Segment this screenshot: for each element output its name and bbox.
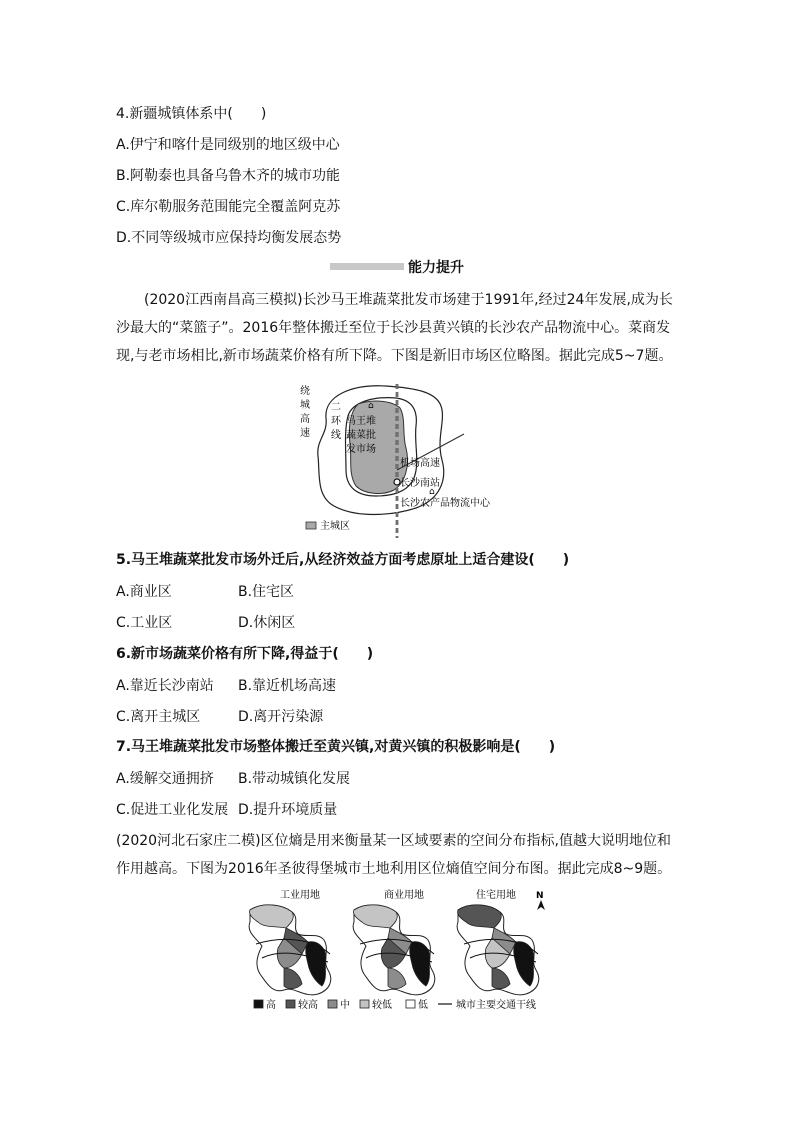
q7-option-a: A.缓解交通拥挤 — [116, 771, 214, 787]
legend-label-low-mid: 较低 — [372, 1000, 392, 1011]
legend-label-low: 低 — [418, 1000, 428, 1011]
label-market-3: 发市场 — [346, 444, 376, 455]
label-airport-highway: 机场高速 — [400, 458, 440, 469]
legend-label-mid-high: 较高 — [298, 1000, 318, 1011]
legend-swatch-mid-high — [286, 1000, 295, 1008]
q5-option-c: C.工业区 — [116, 615, 173, 631]
map-panel-industrial — [249, 905, 331, 995]
q5-option-a: A.商业区 — [116, 584, 172, 600]
legend-swatch-mid — [328, 1000, 337, 1008]
q4-option-a: A.伊宁和喀什是同级别的地区级中心 — [116, 137, 340, 153]
legend-main-city-swatch — [306, 522, 316, 529]
label-ring-highway-3: 高 — [300, 414, 310, 425]
label-ring-highway-2: 城 — [300, 400, 310, 411]
q5-stem: 5.马王堆蔬菜批发市场外迁后,从经济效益方面考虑原址上适合建设( ) — [116, 552, 570, 568]
q6-option-c: C.离开主城区 — [116, 709, 201, 725]
label-logistics-center: 长沙农产品物流中心 — [400, 498, 490, 509]
logistics-center-icon: ⌂ — [429, 487, 435, 497]
legend-swatch-low — [406, 1000, 415, 1008]
label-ring-highway-4: 速 — [300, 428, 310, 439]
market-icon: ⌂ — [368, 401, 374, 411]
label-market-2: 蔬菜批 — [346, 430, 376, 441]
section-bar — [330, 263, 404, 270]
q7-option-b: B.带动城镇化发展 — [238, 771, 351, 787]
q7-stem: 7.马王堆蔬菜批发市场整体搬迁至黄兴镇,对黄兴镇的积极影响是( ) — [116, 739, 556, 755]
panel-title-commercial: 商业用地 — [384, 890, 424, 901]
q6-option-b: B.靠近机场高速 — [238, 678, 337, 694]
market-location-map — [296, 378, 506, 538]
q6-option-a: A.靠近长沙南站 — [116, 678, 214, 694]
q6-options-row2 — [116, 707, 323, 727]
legend-swatch-high — [254, 1000, 263, 1008]
q5-options-row2 — [116, 613, 295, 633]
legend-label-road: 城市主要交通干线 — [456, 1000, 536, 1011]
panel-title-residential: 住宅用地 — [476, 890, 516, 901]
label-second-ring-3: 线 — [331, 430, 341, 441]
panel-title-industrial: 工业用地 — [280, 890, 320, 901]
label-ring-highway-1: 绕 — [300, 386, 310, 397]
q4-option-c: C.库尔勒服务范围能完全覆盖阿克苏 — [116, 199, 341, 215]
q7-options-row1 — [116, 769, 350, 789]
q5-options-row1 — [116, 582, 294, 602]
section-header — [330, 258, 470, 278]
label-second-ring-2: 环 — [331, 416, 341, 427]
q4-option-d: D.不同等级城市应保持均衡发展态势 — [116, 230, 342, 246]
map-panel-residential — [457, 905, 539, 995]
legend-label-mid: 中 — [340, 1000, 350, 1011]
map-panel-commercial — [353, 905, 435, 995]
label-second-ring-1: 二 — [331, 402, 341, 413]
north-label: N — [536, 891, 544, 901]
q4-option-b: B.阿勒泰也具备乌鲁木齐的城市功能 — [116, 168, 341, 184]
passage-2: (2020河北石家庄二模)区位熵是用来衡量某一区域要素的空间分布指标,值越大说明地位和作用越高。下图为2016年圣彼得堡城市土地利用区位熵值空间分布图。据此完成8~9题。 — [116, 833, 672, 877]
legend-swatch-low-mid — [360, 1000, 369, 1008]
legend — [254, 998, 536, 1011]
q7-option-d: D.提升环境质量 — [238, 802, 338, 818]
q4-stem: 4.新疆城镇体系中( ) — [116, 106, 267, 122]
legend-label-high: 高 — [266, 1000, 276, 1011]
q5-option-b: B.住宅区 — [238, 584, 295, 600]
q6-stem: 6.新市场蔬菜价格有所下降,得益于( ) — [116, 646, 374, 662]
legend-main-city-label: 主城区 — [320, 521, 350, 532]
passage-1: (2020江西南昌高三模拟)长沙马王堆蔬菜批发市场建于1991年,经过24年发展,成为长沙最大的“菜篮子”。2016年整体搬迁至位于长沙县黄兴镇的长沙农产品物流中心。菜商发现,与老市场相比,新市场蔬菜价格有所下降。下图是新旧市场区位略图。据此完成5~7题。 — [116, 292, 673, 364]
location-quotient-maps — [236, 886, 566, 1016]
section-title: 能力提升 — [408, 260, 464, 276]
q7-options-row2 — [116, 800, 337, 820]
q5-option-d: D.休闲区 — [238, 615, 296, 631]
label-south-station: 长沙南站 — [400, 478, 440, 489]
q7-option-c: C.促进工业化发展 — [116, 802, 229, 818]
q6-options-row1 — [116, 676, 336, 696]
north-arrow-icon — [537, 900, 545, 910]
label-market-1: 马王堆 — [346, 416, 376, 427]
q6-option-d: D.离开污染源 — [238, 709, 324, 725]
